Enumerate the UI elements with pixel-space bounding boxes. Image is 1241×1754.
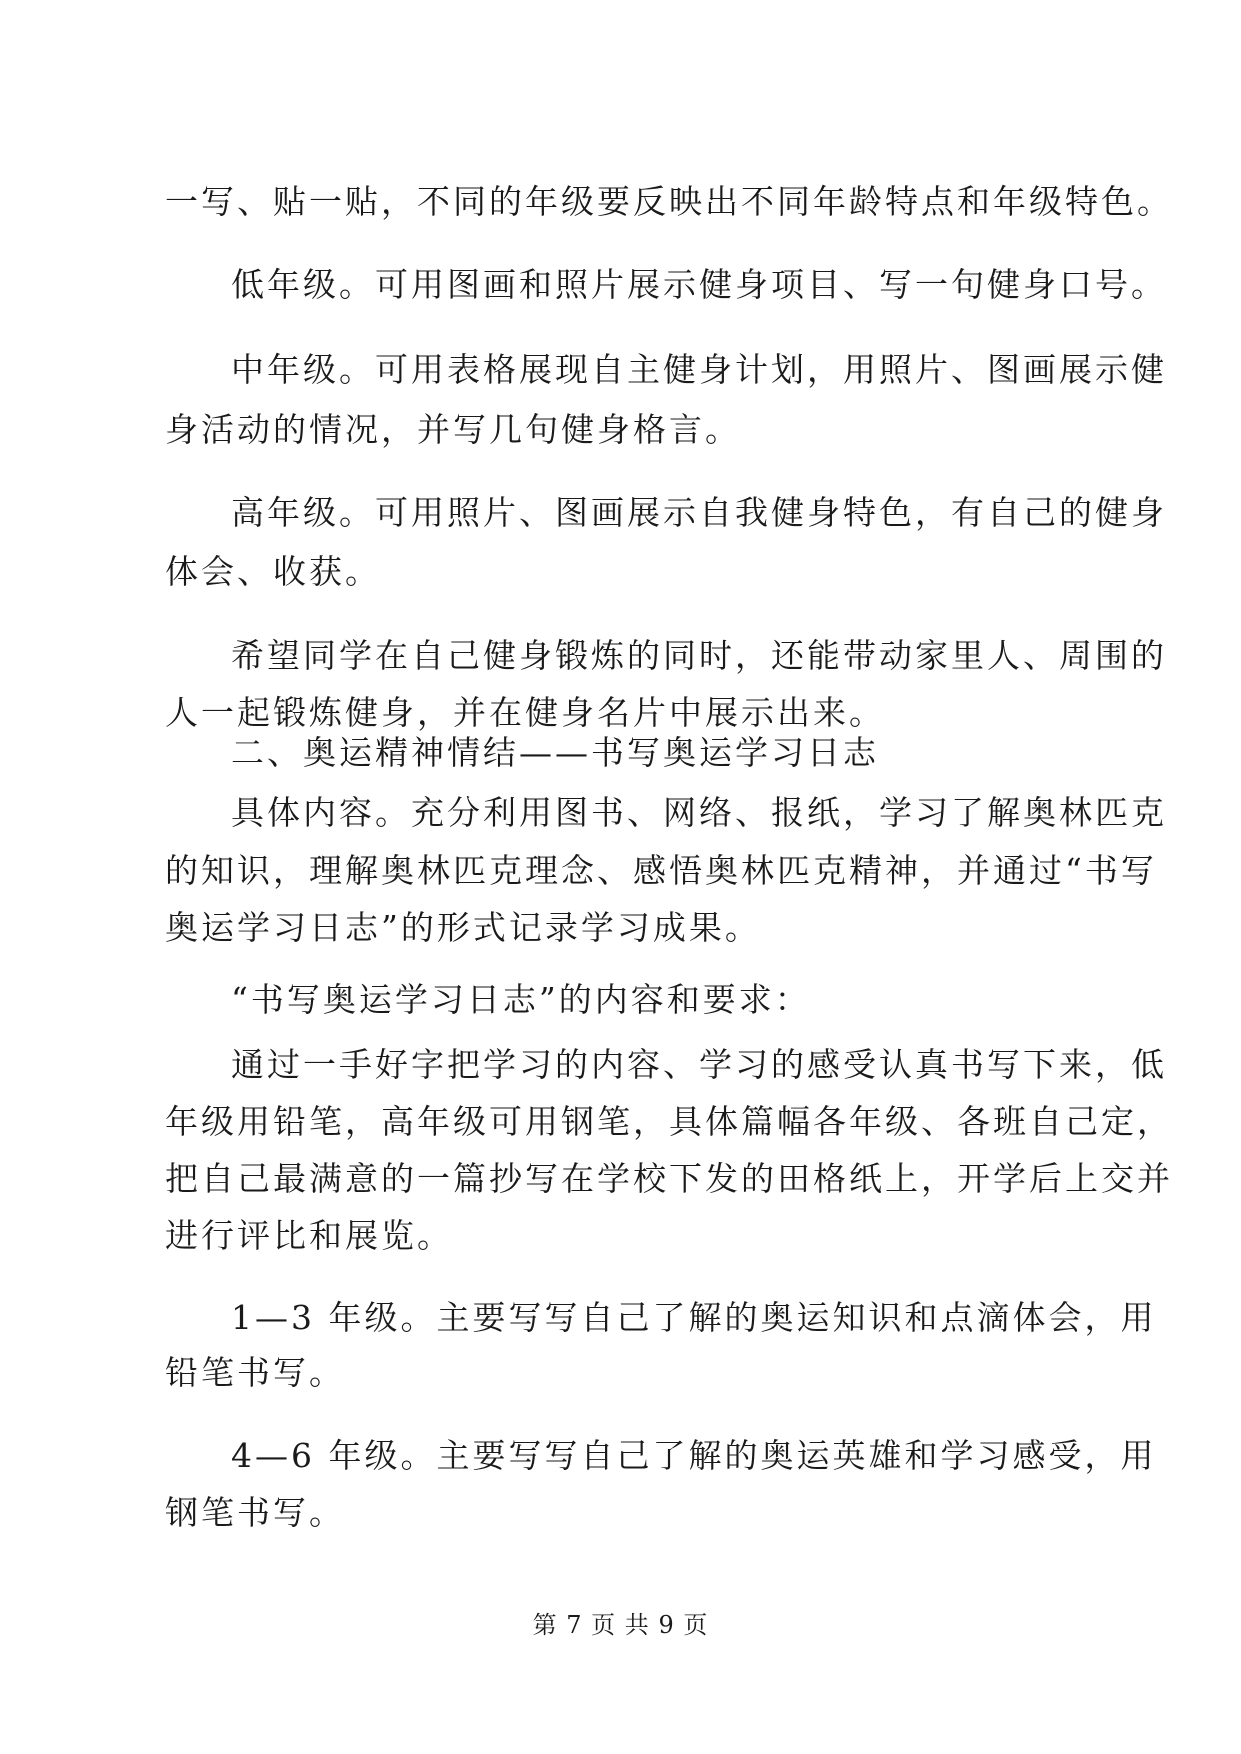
text-line: 4—6 年级。主要写写自己了解的奥运英雄和学习感受，用 <box>231 1436 1157 1475</box>
text-line: “书写奥运学习日志”的内容和要求： <box>231 980 811 1019</box>
text-line: 体会、收获。 <box>165 552 381 591</box>
text-line: 希望同学在自己健身锻炼的同时，还能带动家里人、周围的 <box>231 636 1167 675</box>
text-line: 奥运学习日志”的形式记录学习成果。 <box>165 908 761 947</box>
text-line: 低年级。可用图画和照片展示健身项目、写一句健身口号。 <box>231 265 1167 304</box>
text-line: 一写、贴一贴，不同的年级要反映出不同年龄特点和年级特色。 <box>165 182 1173 221</box>
text-line: 人一起锻炼健身，并在健身名片中展示出来。 <box>165 693 885 732</box>
text-line: 具体内容。充分利用图书、网络、报纸，学习了解奥林匹克 <box>231 793 1167 832</box>
text-line: 高年级。可用照片、图画展示自我健身特色，有自己的健身 <box>231 493 1167 532</box>
text-line: 把自己最满意的一篇抄写在学校下发的田格纸上，开学后上交并 <box>165 1159 1173 1198</box>
text-line: 铅笔书写。 <box>165 1353 345 1392</box>
text-line: 的知识，理解奥林匹克理念、感悟奥林匹克精神，并通过“书写 <box>165 851 1157 890</box>
text-line: 中年级。可用表格展现自主健身计划，用照片、图画展示健 <box>231 350 1167 389</box>
page-number-footer: 第 7 页 共 9 页 <box>532 1611 709 1639</box>
section-heading: 二、奥运精神情结——书写奥运学习日志 <box>231 733 879 772</box>
text-line: 进行评比和展览。 <box>165 1216 453 1255</box>
text-line: 身活动的情况，并写几句健身格言。 <box>165 410 741 449</box>
text-line: 钢笔书写。 <box>165 1493 345 1532</box>
text-line: 1—3 年级。主要写写自己了解的奥运知识和点滴体会，用 <box>231 1298 1157 1337</box>
text-line: 通过一手好字把学习的内容、学习的感受认真书写下来，低 <box>231 1045 1167 1084</box>
text-line: 年级用铅笔，高年级可用钢笔，具体篇幅各年级、各班自己定， <box>165 1102 1173 1141</box>
